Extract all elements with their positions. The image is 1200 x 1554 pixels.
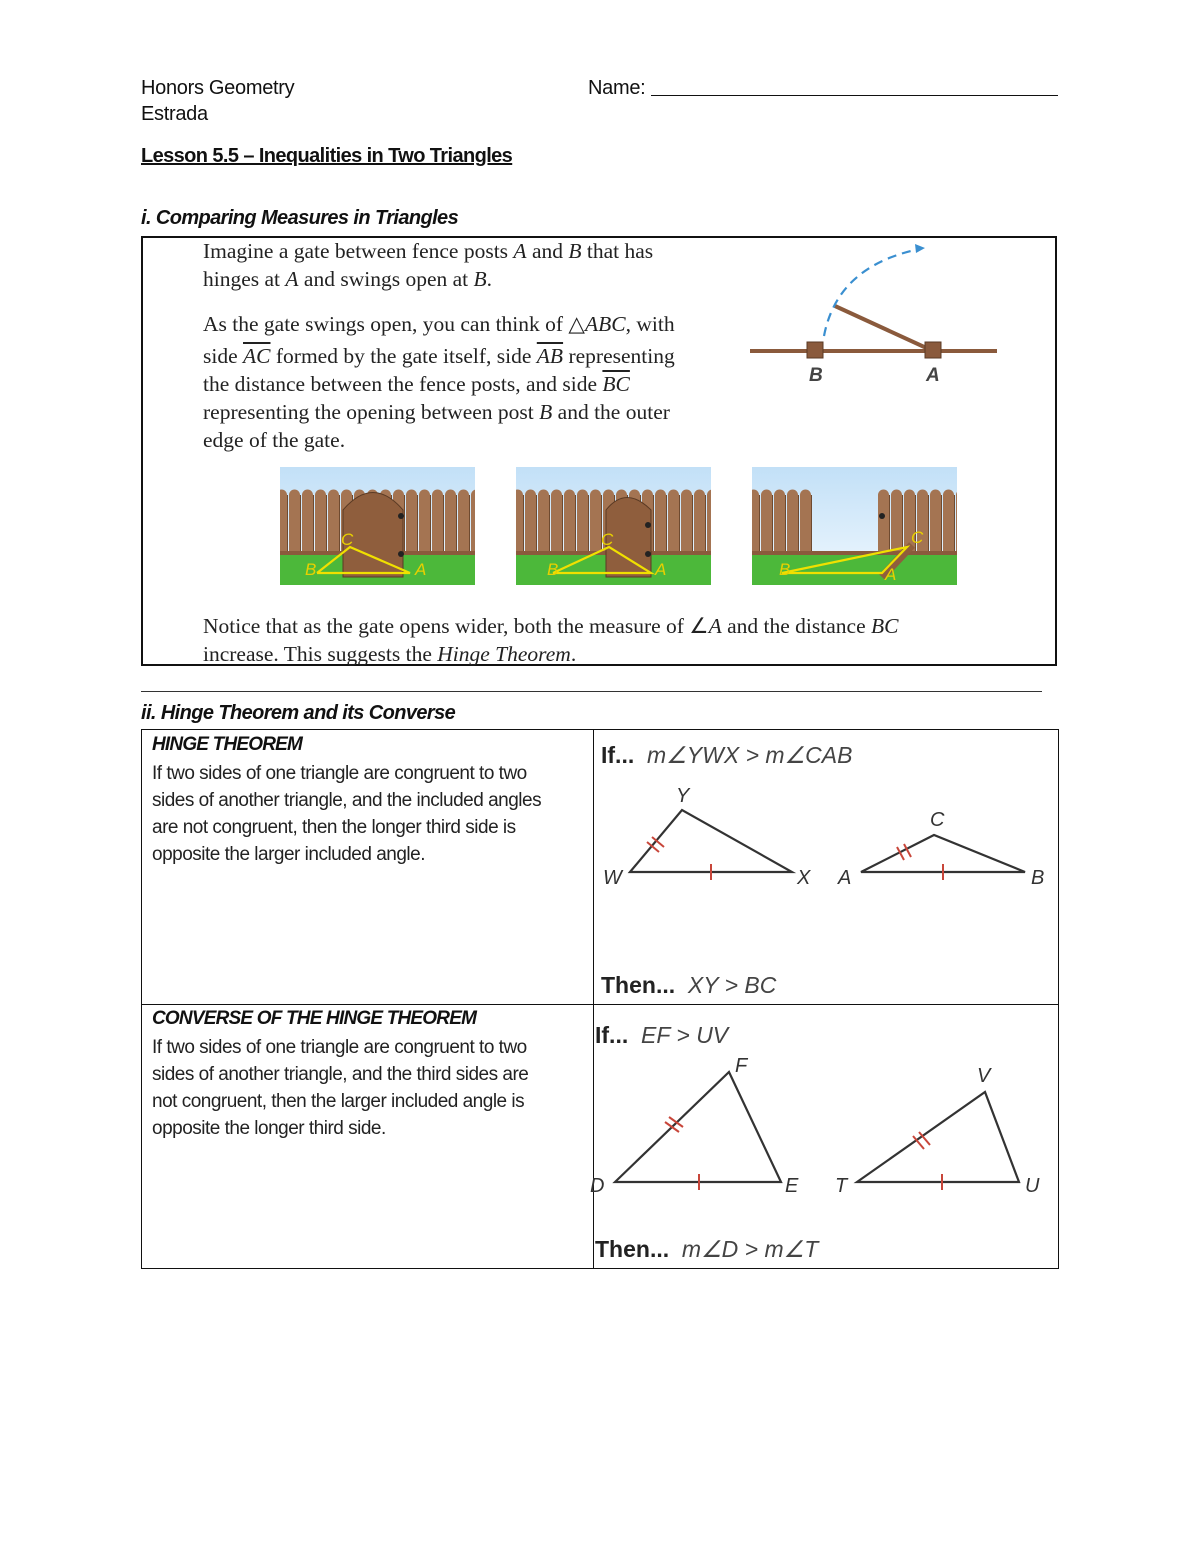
section1-heading: i. Comparing Measures in Triangles [141, 207, 459, 229]
converse-triangles [585, 1052, 1055, 1202]
lesson-title: Lesson 5.5 – Inequalities in Two Triangles [141, 145, 513, 167]
section-divider [141, 691, 1042, 692]
photo3-label-b: B [779, 560, 791, 579]
hinge-triangles [595, 780, 1055, 895]
p1-line2: hinges at A and swings open at B. [203, 267, 493, 291]
label-f: F [735, 1055, 748, 1077]
hinge-then-statement: Then... XY > BC [601, 972, 777, 998]
photo1-label-c: C [341, 530, 354, 549]
label-a: A [838, 867, 852, 889]
photo1-label-a: A [415, 560, 427, 579]
name-blank-line[interactable] [651, 95, 1058, 96]
p3-line1: Notice that as the gate opens wider, both the measure of ∠A and the distance BC [203, 614, 899, 638]
gate-photos [275, 465, 960, 587]
section2-heading: ii. Hinge Theorem and its Converse [141, 702, 456, 724]
post-b [807, 342, 823, 358]
gate-label-b: B [809, 365, 823, 386]
hinge-if-statement: If... m∠YWX > m∠CAB [601, 742, 853, 768]
photo2-label-c: C [601, 530, 614, 549]
course-name: Honors Geometry [141, 77, 295, 99]
gate-photo-2 [516, 467, 711, 585]
hinge-theorem-body: If two sides of one triangle are congruent to two sides of another triangle, and the included angles are not congruent, then the longer third side is opposite the larger included angle. [152, 763, 542, 865]
teacher-name: Estrada [141, 103, 208, 125]
gate-paragraph-3 [203, 612, 1003, 668]
photo3-label-c: C [911, 528, 924, 547]
label-d: D [590, 1175, 605, 1197]
label-x: X [797, 867, 811, 889]
photo2-label-a: A [655, 560, 667, 579]
converse-theorem-title: CONVERSE OF THE HINGE THEOREM [152, 1008, 477, 1029]
gate-photo-3 [752, 467, 957, 585]
swing-arrowhead [915, 244, 925, 253]
p3-line2: increase. This suggests the Hinge Theorem. [203, 642, 577, 666]
triangle-tuv [835, 1065, 1040, 1197]
label-y: Y [676, 785, 690, 807]
photo3-label-a: A [885, 565, 897, 584]
gate-label-a: A [926, 365, 940, 386]
converse-if-statement: If... EF > UV [595, 1022, 729, 1048]
photo1-label-b: B [305, 560, 317, 579]
label-w: W [603, 867, 622, 889]
p2-line2: side $\overline{AC}$ formed by the gate itself, side $\overline{AB}$ representing [203, 344, 675, 368]
post-a [925, 342, 941, 358]
label-v: V [977, 1065, 991, 1087]
gate-paragraph-2 [203, 310, 743, 454]
converse-then-statement: Then... m∠D > m∠T [595, 1236, 819, 1262]
p2-line3: the distance between the fence posts, and side $\overline{BC}$ [203, 372, 630, 396]
triangle-abc [837, 809, 1044, 889]
label-e: E [785, 1175, 799, 1197]
name-label: Name: [588, 77, 646, 99]
gate-paragraph-1 [203, 237, 743, 293]
triangle-wxy [603, 785, 811, 889]
table-row-divider [141, 1004, 1059, 1005]
label-b: B [1031, 867, 1045, 889]
p1-line1: Imagine a gate between fence posts A and B that has [203, 239, 654, 263]
converse-theorem-body: If two sides of one triangle are congruent to two sides of another triangle, and the third sides are not congruent, then the larger included angle is opposite the longer third side. [152, 1037, 529, 1139]
p2-line4: representing the opening between post B and the outer [203, 400, 670, 424]
label-u: U [1025, 1175, 1040, 1197]
gate-line [835, 306, 933, 351]
triangle-def [590, 1055, 799, 1197]
p2-line5: edge of the gate. [203, 428, 346, 452]
hinge-theorem-title: HINGE THEOREM [152, 734, 303, 755]
gate-photo-1 [280, 467, 475, 585]
p2-line1: As the gate swings open, you can think of △ABC, with [203, 312, 675, 336]
label-c: C [930, 809, 945, 831]
photo2-label-b: B [547, 560, 559, 579]
gate-swing-diagram [745, 238, 1005, 388]
label-t: T [835, 1175, 848, 1197]
